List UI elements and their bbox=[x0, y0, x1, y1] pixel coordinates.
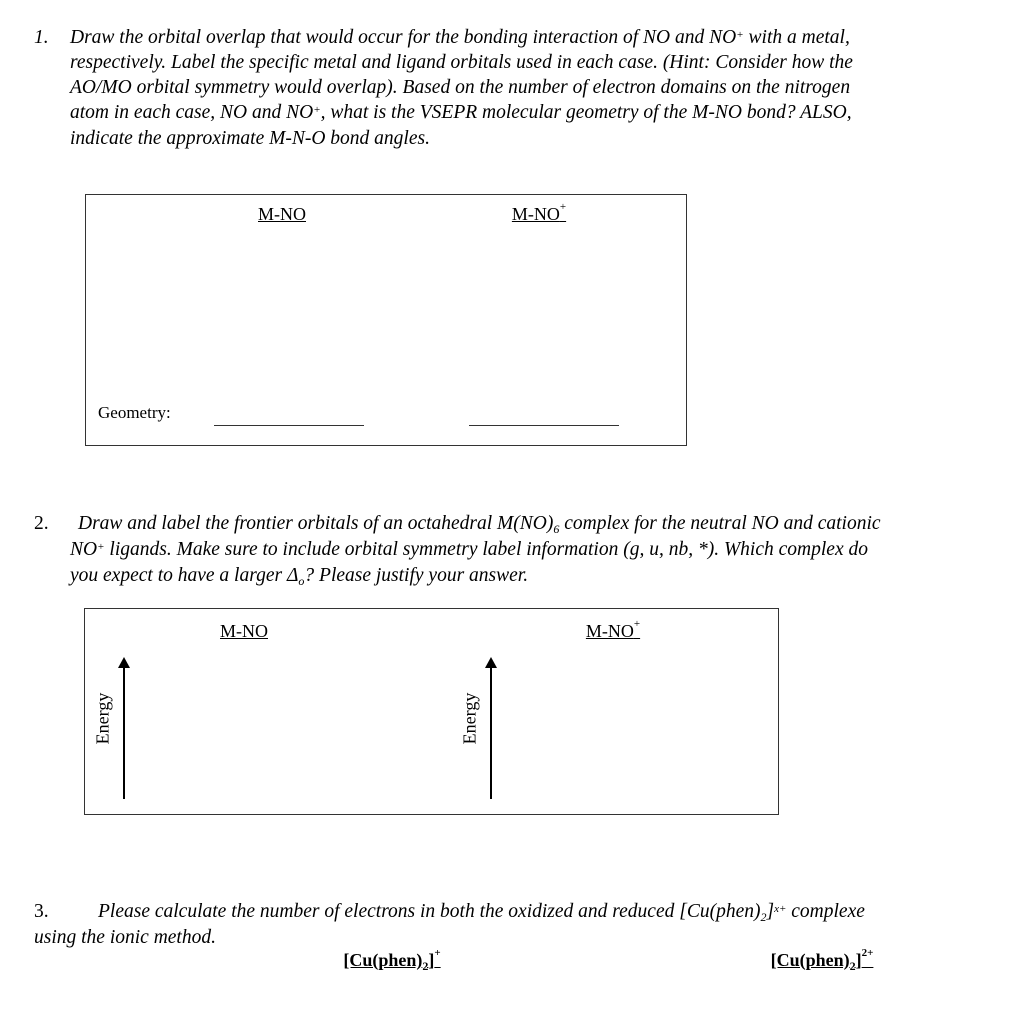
energy-axis-label: Energy bbox=[92, 692, 113, 745]
energy-axis-label: Energy bbox=[459, 692, 480, 745]
formula-text: ] bbox=[855, 950, 862, 970]
q3-line-1 bbox=[98, 900, 865, 925]
subscript: o bbox=[298, 574, 305, 588]
q1-text: Draw the orbital overlap that would occur for the bonding interaction of NO and NO bbox=[70, 27, 737, 48]
subscript: 2 bbox=[849, 959, 856, 973]
q1-answer-box[interactable] bbox=[85, 194, 687, 446]
q2-text: you expect to have a larger Δ bbox=[70, 565, 299, 586]
q3-line-2: using the ionic method. bbox=[34, 927, 216, 948]
q1-line-1 bbox=[70, 26, 850, 50]
geometry-blank-m-no-plus[interactable] bbox=[469, 425, 619, 426]
q2-line-1 bbox=[78, 512, 881, 537]
label-m-no: M-NO bbox=[220, 621, 268, 641]
q2-line-3 bbox=[70, 564, 528, 589]
label-m-no-plus bbox=[585, 618, 641, 642]
q2-text: ligands. Make sure to include orbital symmetry label information (g, u, nb, *). Which complex do bbox=[104, 539, 868, 560]
energy-arrow-icon bbox=[490, 667, 492, 799]
superscript: + bbox=[633, 618, 641, 630]
q2-number: 2. bbox=[34, 513, 49, 534]
geometry-label: Geometry: bbox=[98, 403, 171, 422]
superscript: + bbox=[559, 201, 567, 213]
q1-text: atom in each case, NO and NO bbox=[70, 102, 314, 123]
superscript: + bbox=[434, 947, 441, 959]
formula-cu-phen-plus bbox=[343, 947, 441, 973]
superscript: + bbox=[97, 541, 105, 553]
formula-cu-phen-2plus bbox=[770, 947, 874, 973]
q3-number: 3. bbox=[34, 901, 49, 922]
energy-arrow-icon bbox=[123, 667, 125, 799]
formula-text: [Cu(phen) bbox=[343, 950, 423, 970]
q1-line-2: respectively. Label the specific metal and ligand orbitals used in each case. (Hint: Consider how the bbox=[70, 52, 853, 73]
q3-text: complexe bbox=[786, 901, 865, 922]
superscript: + bbox=[736, 29, 744, 41]
subscript: 6 bbox=[553, 522, 560, 536]
label-m-no: M-NO bbox=[258, 204, 306, 224]
q2-text: NO bbox=[70, 539, 98, 560]
q2-text: ? Please justify your answer. bbox=[304, 565, 529, 586]
formula-text: ] bbox=[428, 950, 435, 970]
q1-number: 1. bbox=[34, 27, 49, 48]
q1-line-3: AO/MO orbital symmetry would overlap). Based on the number of electron domains on the nitrogen bbox=[70, 77, 851, 98]
label-text: M-NO bbox=[511, 204, 560, 224]
q1-line-4 bbox=[70, 101, 852, 125]
q2-answer-box[interactable] bbox=[84, 608, 779, 815]
q3-text: ] bbox=[766, 901, 775, 922]
superscript: + bbox=[313, 104, 321, 116]
q3-text: Please calculate the number of electrons in both the oxidized and reduced [Cu(phen) bbox=[98, 901, 761, 922]
subscript: 2 bbox=[422, 959, 429, 973]
q1-text: with a metal, bbox=[743, 27, 850, 48]
q1-line-5: indicate the approximate M-N-O bond angles. bbox=[70, 128, 430, 149]
q2-line-2 bbox=[70, 538, 868, 562]
subscript: 2 bbox=[760, 910, 767, 924]
q2-text: complex for the neutral NO and cationic bbox=[559, 513, 881, 534]
q1-text: , what is the VSEPR molecular geometry of the M-NO bond? ALSO, bbox=[320, 102, 852, 123]
geometry-blank-m-no[interactable] bbox=[214, 425, 364, 426]
superscript: 2+ bbox=[861, 947, 874, 959]
superscript: x+ bbox=[774, 903, 787, 915]
label-m-no-plus bbox=[511, 201, 567, 225]
formula-text: [Cu(phen) bbox=[770, 950, 850, 970]
label-text: M-NO bbox=[585, 621, 634, 641]
q2-text: Draw and label the frontier orbitals of an octahedral M(NO) bbox=[78, 513, 554, 534]
